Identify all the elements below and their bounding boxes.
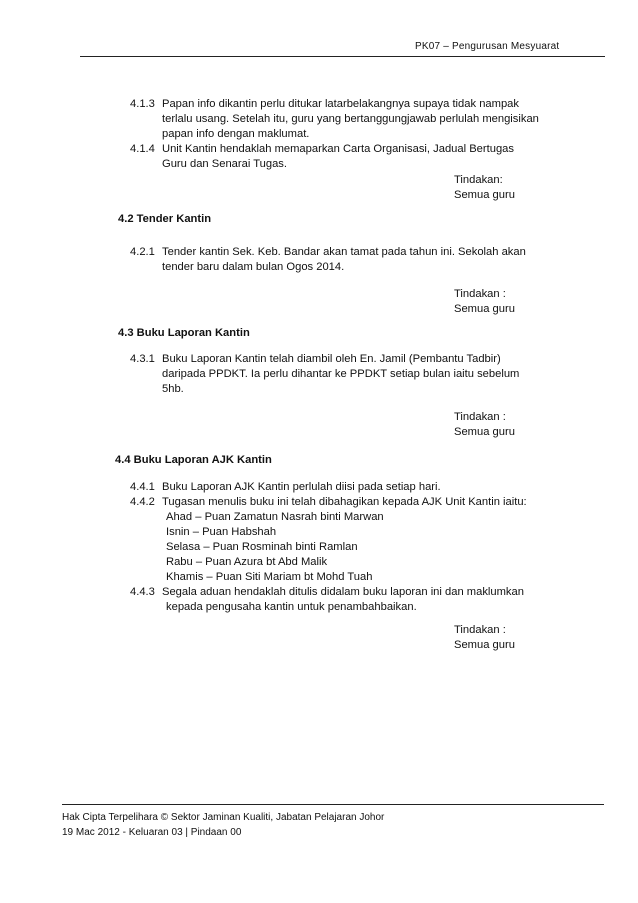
action-label: Tindakan : (454, 288, 506, 300)
action-label: Tindakan: (454, 174, 503, 186)
item-number: 4.1.3 (130, 98, 155, 110)
paragraph-line: kepada pengusaha kantin untuk penambahbaikan. (166, 601, 417, 613)
action-label: Tindakan : (454, 624, 506, 636)
duty-roster-entry: Selasa – Puan Rosminah binti Ramlan (166, 541, 358, 553)
item-number: 4.1.4 (130, 143, 155, 155)
paragraph-line: Buku Laporan AJK Kantin perlulah diisi pada setiap hari. (162, 481, 441, 493)
paragraph-line: papan info dengan maklumat. (162, 128, 310, 140)
paragraph-line: Guru dan Senarai Tugas. (162, 158, 288, 170)
paragraph-line: Tugasan menulis buku ini telah dibahagikan kepada AJK Unit Kantin iaitu: (162, 496, 527, 508)
paragraph-line: Tender kantin Sek. Keb. Bandar akan tamat pada tahun ini. Sekolah akan (162, 246, 526, 258)
item-number: 4.2.1 (130, 246, 155, 258)
duty-roster-entry: Isnin – Puan Habshah (166, 526, 277, 538)
section-heading: 4.2 Tender Kantin (118, 213, 212, 225)
action-assignee: Semua guru (454, 189, 515, 201)
action-assignee: Semua guru (454, 303, 515, 315)
paragraph-line: tender baru dalam bulan Ogos 2014. (162, 261, 345, 273)
paragraph-line: Papan info dikantin perlu ditukar latarbelakangnya supaya tidak nampak (162, 98, 519, 110)
paragraph-line: 5hb. (162, 383, 184, 395)
paragraph-line: Buku Laporan Kantin telah diambil oleh En. Jamil (Pembantu Tadbir) (162, 353, 501, 365)
duty-roster-entry: Rabu – Puan Azura bt Abd Malik (166, 556, 328, 568)
duty-roster-entry: Khamis – Puan Siti Mariam bt Mohd Tuah (166, 571, 373, 583)
section-heading: 4.3 Buku Laporan Kantin (118, 327, 250, 339)
paragraph-line: terlalu usang. Setelah itu, guru yang bertanggungjawab perlulah mengisikan (162, 113, 539, 125)
footer-copyright: Hak Cipta Terpelihara © Sektor Jaminan Kualiti, Jabatan Pelajaran Johor (62, 812, 385, 823)
action-assignee: Semua guru (454, 639, 515, 651)
item-number: 4.3.1 (130, 353, 155, 365)
header-rule (80, 56, 605, 57)
item-number: 4.4.1 (130, 481, 155, 493)
paragraph-line: Unit Kantin hendaklah memaparkan Carta Organisasi, Jadual Bertugas (162, 143, 514, 155)
section-heading: 4.4 Buku Laporan AJK Kantin (115, 454, 272, 466)
paragraph-line: Segala aduan hendaklah ditulis didalam buku laporan ini dan maklumkan (162, 586, 524, 598)
action-label: Tindakan : (454, 411, 506, 423)
item-number: 4.4.2 (130, 496, 155, 508)
document-header: PK07 – Pengurusan Mesyuarat (415, 41, 560, 52)
action-assignee: Semua guru (454, 426, 515, 438)
duty-roster-entry: Ahad – Puan Zamatun Nasrah binti Marwan (166, 511, 384, 523)
paragraph-line: daripada PPDKT. Ia perlu dihantar ke PPDKT setiap bulan iaitu sebelum (162, 368, 520, 380)
footer-rule (62, 804, 604, 805)
item-number: 4.4.3 (130, 586, 155, 598)
footer-version: 19 Mac 2012 - Keluaran 03 | Pindaan 00 (62, 827, 242, 838)
